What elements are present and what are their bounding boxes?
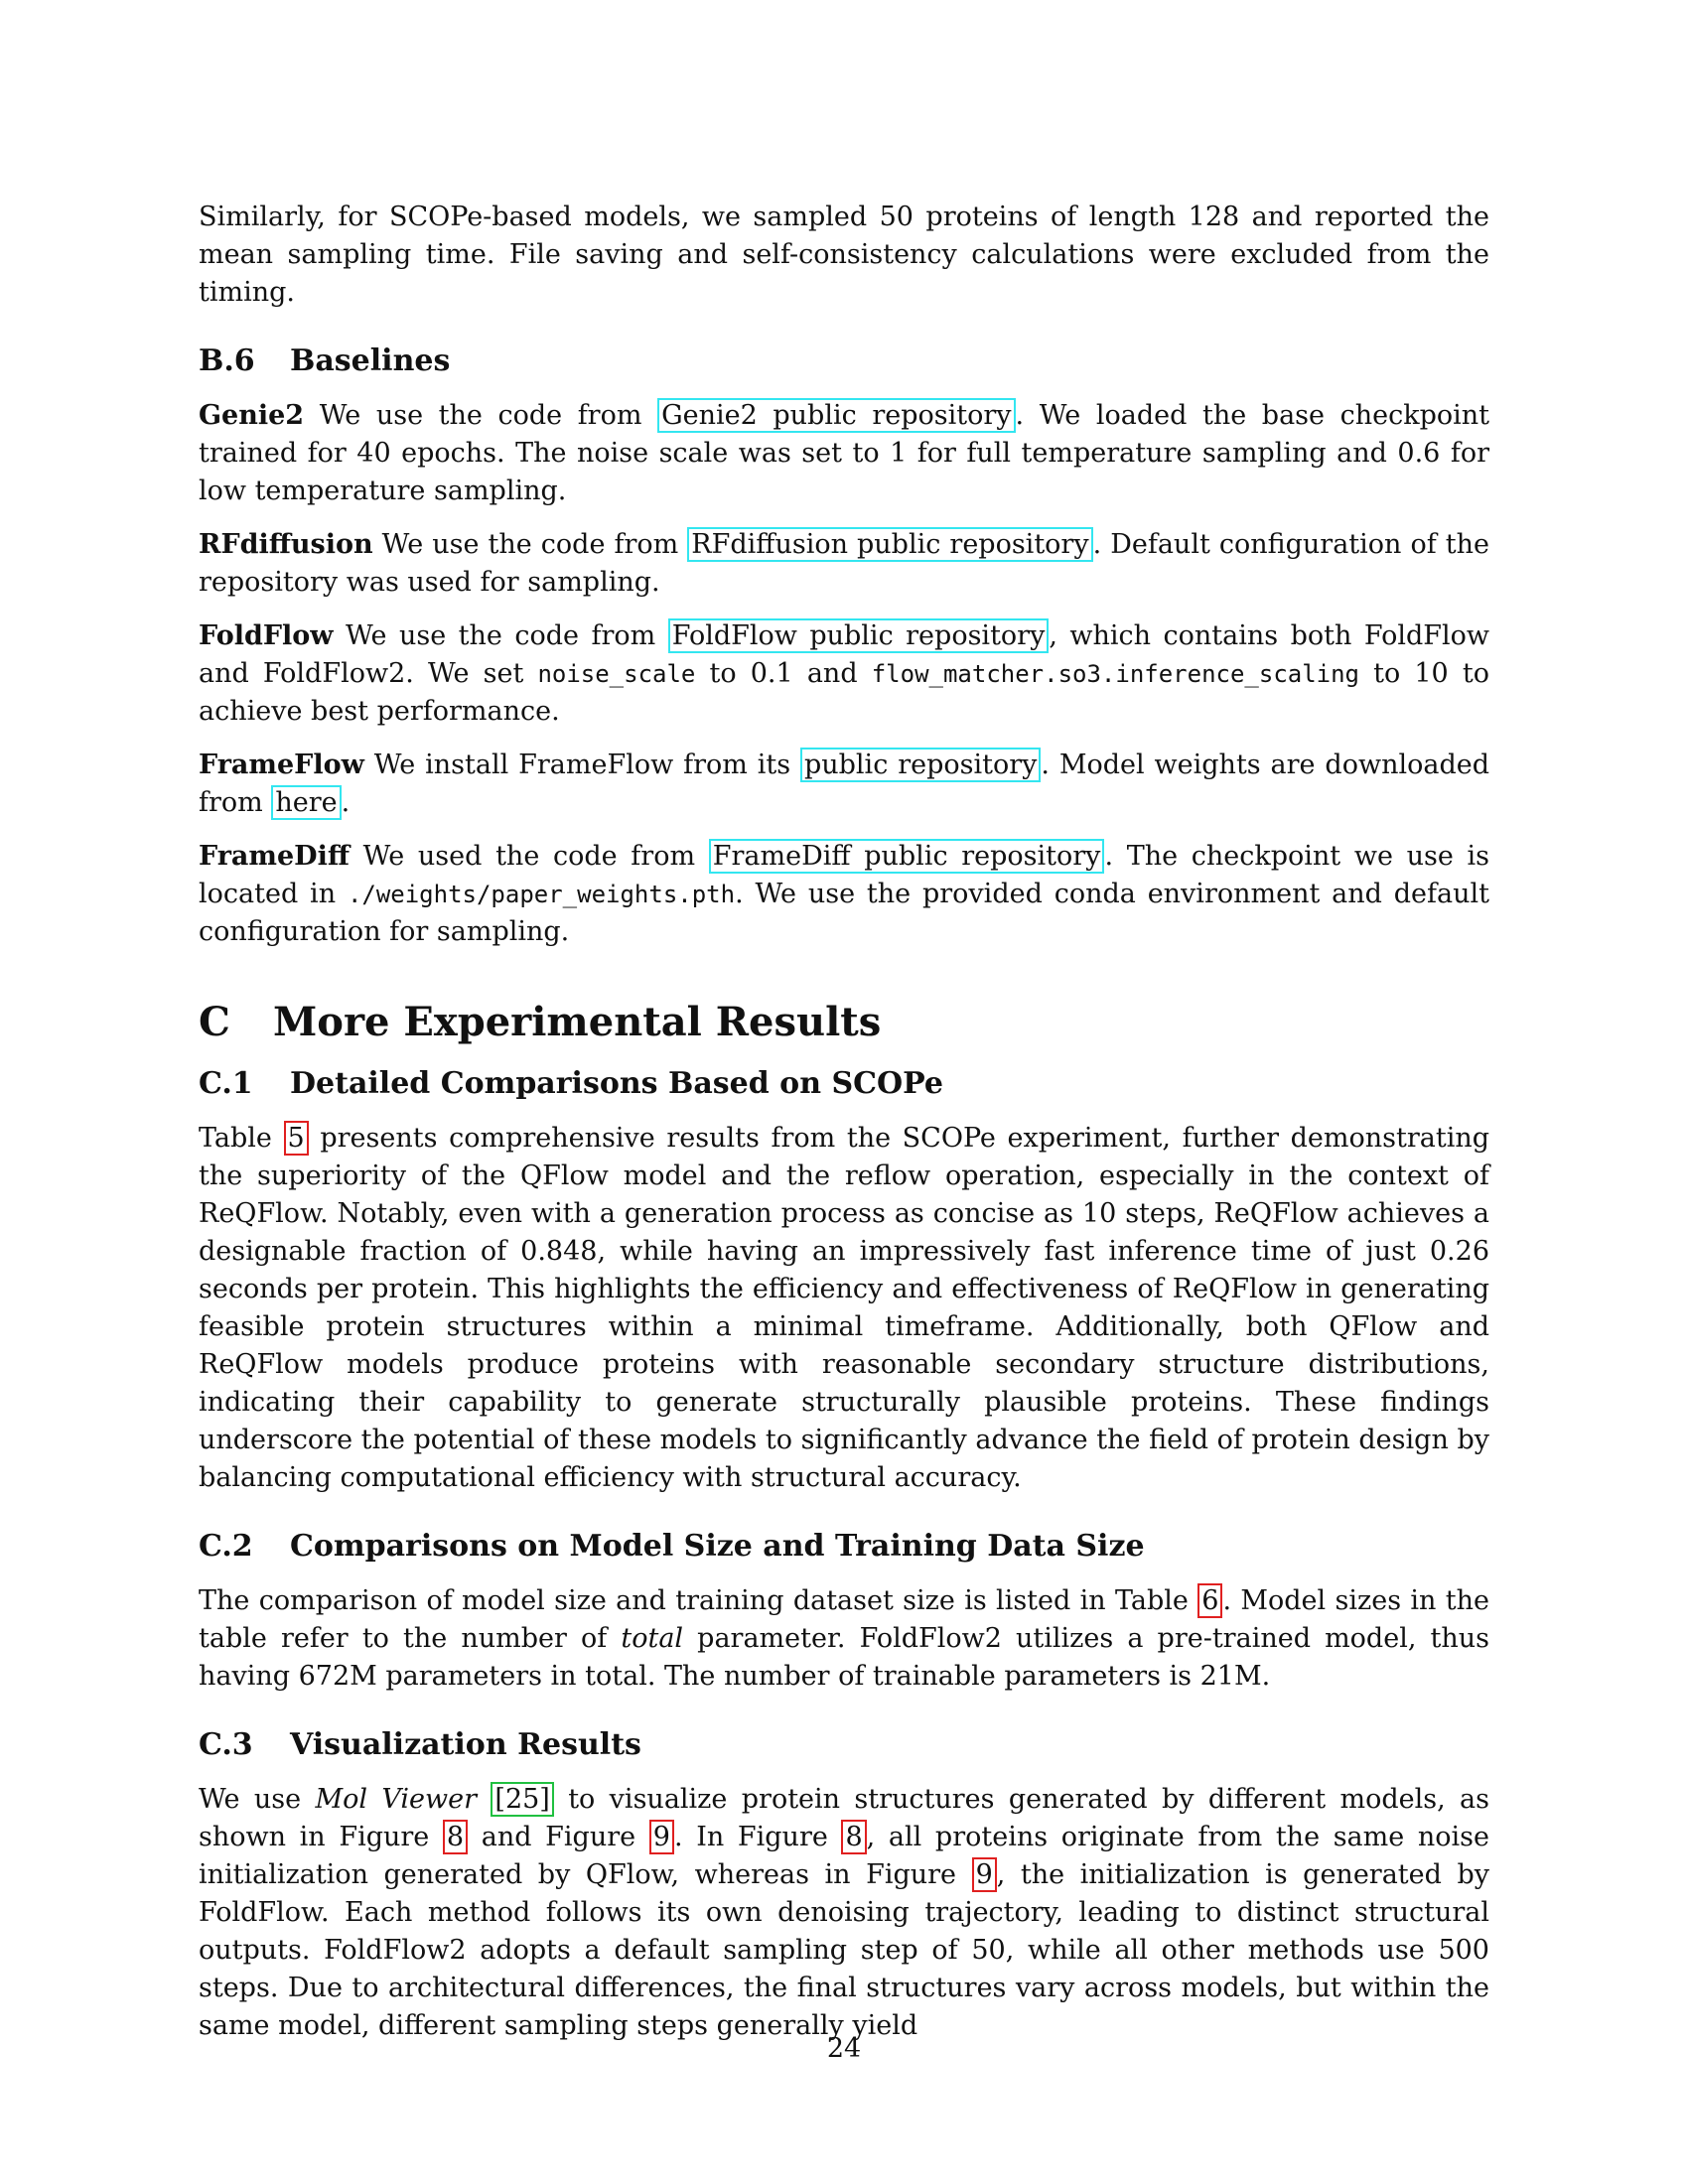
section-heading-b6: B.6 Baselines	[199, 343, 451, 378]
figure-ref-link[interactable]: 9	[972, 1857, 997, 1892]
paragraph-label: FrameDiff	[199, 841, 350, 872]
frameflow-repo-link[interactable]: public repository	[800, 748, 1041, 782]
genie2-repo-link[interactable]: Genie2 public repository	[657, 398, 1015, 433]
section-heading-c3: C.3 Visualization Results	[199, 1727, 641, 1762]
section-heading-c: C More Experimental Results	[199, 999, 882, 1045]
paragraph-c3: We use Mol Viewer [25] to visualize protein structures generated by different models, as shown in Figure 8 and Figure 9 . In Figure 8 , all proteins originate from the same noise initialization generated by QFlow, whereas in Figure 9 , the initialization is generated by FoldFlow. Each method follows its own denoising trajectory, leading to distinct structural outputs. FoldFlow2 adopts a default sampling step of 50, while all other methods use 500 steps. Due to architectural differences, the final structures vary across models, but within the same model, different sampling steps generally yield	[199, 1784, 1490, 2041]
table-ref-link[interactable]: 6	[1197, 1583, 1222, 1618]
page-number: 24	[826, 2033, 862, 2064]
citation-link[interactable]: [25]	[491, 1782, 553, 1817]
paragraph-foldflow: FoldFlow We use the code from FoldFlow public repository , which contains both FoldFlow and FoldFlow2. We set noise_scale to 0.1 and flow_matcher.so3.inference_scaling to 10 to achieve best performance.	[199, 620, 1489, 727]
frameflow-weights-link[interactable]: here	[271, 785, 341, 820]
framediff-repo-link[interactable]: FrameDiff public repository	[709, 839, 1105, 874]
paragraph-rfdiffusion: RFdiffusion We use the code from RFdiffusion public repository . Default configuration of the repository was used for sampling.	[199, 529, 1489, 598]
code-inference-scaling: flow_matcher.so3.inference_scaling	[871, 660, 1360, 688]
paragraph-genie2: Genie2 We use the code from Genie2 public repository . We loaded the base checkpoint trained for 40 epochs. The noise scale was set to 1 for full temperature sampling and 0.6 for low temperature sampling.	[199, 400, 1489, 506]
paragraph-frameflow: FrameFlow We install FrameFlow from its public repository . Model weights are downloaded from here .	[199, 750, 1489, 818]
intro-paragraph: Similarly, for SCOPe-based models, we sampled 50 proteins of length 128 and reported the mean sampling time. File saving and self-consistency calculations were excluded from the timing.	[199, 202, 1489, 308]
rfdiffusion-repo-link[interactable]: RFdiffusion public repository	[687, 527, 1092, 562]
paragraph-label: RFdiffusion	[199, 529, 373, 560]
paragraph-c1: Table 5 presents comprehensive results from the SCOPe experiment, further demonstrating the superiority of the QFlow model and the reflow operation, especially in the context of ReQFlow. Notably, even with a generation process as concise as 10 steps, ReQFlow achieves a designable fraction of 0.848, while having an impressively fast inference time of just 0.26 seconds per protein. This highlights the efficiency and effectiveness of ReQFlow in generating feasible protein structures within a minimal timeframe. Additionally, both QFlow and ReQFlow models produce proteins with reasonable secondary structure distributions, indicating their capability to generate structurally plausible proteins. These findings underscore the potential of these models to significantly advance the field of protein design by balancing computational efficiency with structural accuracy.	[199, 1123, 1489, 1493]
paragraph-framediff: FrameDiff We used the code from FrameDiff public repository . The checkpoint we use is located in ./weights/paper_weights.pth. We use the provided conda environment and default configuration for sampling.	[199, 841, 1489, 947]
figure-ref-link[interactable]: 9	[649, 1820, 674, 1854]
code-noise-scale: noise_scale	[537, 660, 696, 688]
foldflow-repo-link[interactable]: FoldFlow public repository	[668, 618, 1050, 653]
paragraph-label: Genie2	[199, 400, 305, 431]
section-heading-c2: C.2 Comparisons on Model Size and Training Data Size	[199, 1529, 1145, 1564]
paragraph-c2: The comparison of model size and training dataset size is listed in Table 6 . Model sizes in the table refer to the number of total parameter. FoldFlow2 utilizes a pre-trained model, thus having 672M parameters in total. The number of trainable parameters is 21M.	[199, 1585, 1490, 1692]
page-body	[199, 199, 1489, 2045]
table-ref-link[interactable]: 5	[284, 1121, 309, 1156]
section-heading-c1: C.1 Detailed Comparisons Based on SCOPe	[199, 1066, 943, 1101]
code-checkpoint-path: ./weights/paper_weights.pth	[347, 881, 736, 908]
figure-ref-link[interactable]: 8	[443, 1820, 468, 1854]
figure-ref-link[interactable]: 8	[841, 1820, 866, 1854]
paragraph-label: FrameFlow	[199, 750, 364, 780]
paragraph-label: FoldFlow	[199, 620, 334, 651]
